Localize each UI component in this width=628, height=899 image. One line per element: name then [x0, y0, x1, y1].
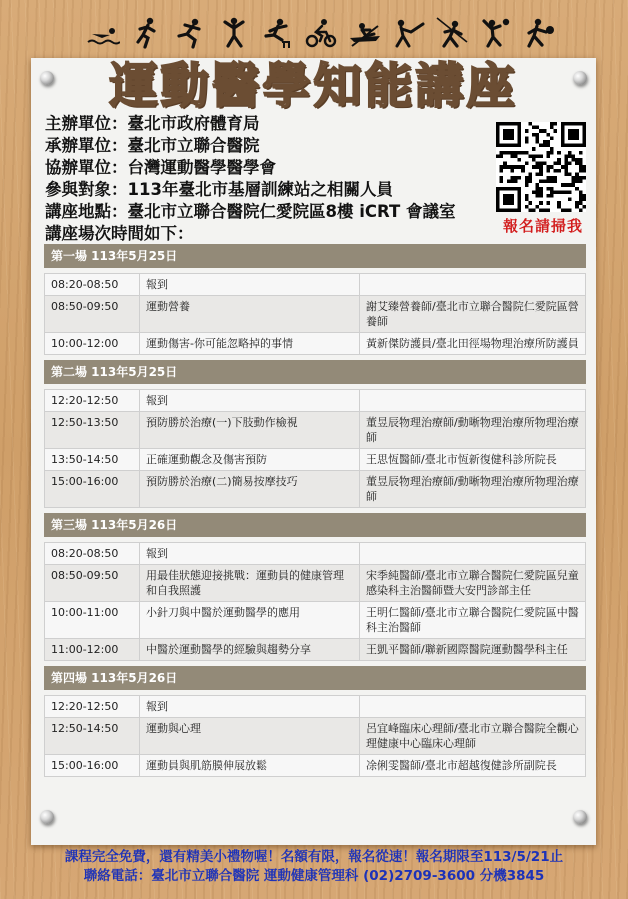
topic-cell: 運動傷害-你可能忽略掉的事情 — [140, 333, 360, 355]
table-row — [45, 333, 586, 355]
session-table — [44, 695, 586, 777]
table-tennis-icon — [522, 16, 556, 50]
table-row — [45, 543, 586, 565]
speaker-cell: 王思恆醫師/臺北市恆新復健科診所院長 — [360, 449, 586, 471]
speaker-cell: 董昱辰物理治療師/動晰物理治療所物理治療師 — [360, 412, 586, 449]
sprint-start-icon — [173, 16, 207, 50]
session-table — [44, 389, 586, 508]
table-row — [45, 412, 586, 449]
page-title: 運動醫學知能講座 — [109, 58, 518, 114]
speaker-cell: 呂宜峰臨床心理師/臺北市立聯合醫院全觀心理健康中心臨床心理師 — [360, 718, 586, 755]
time-cell: 08:20-08:50 — [45, 274, 140, 296]
sports-icons-row — [86, 12, 556, 54]
footer-notice: 課程完全免費，還有精美小禮物喔！名額有限，報名從速！報名期限至113/5/21止 — [64, 849, 564, 865]
topic-cell: 報到 — [140, 390, 360, 412]
volleyball-icon — [478, 16, 512, 50]
audience-line: 參與對象：113年臺北市基層訓練站之相關人員 — [45, 180, 393, 199]
time-cell: 12:20-12:50 — [45, 390, 140, 412]
time-cell: 15:00-16:00 — [45, 755, 140, 777]
fencing-icon — [391, 16, 425, 50]
running-icon — [130, 16, 164, 50]
topic-cell: 正確運動觀念及傷害預防 — [140, 449, 360, 471]
session-header: 第三場 113年5月26日 — [44, 513, 586, 537]
topic-cell: 用最佳狀態迎接挑戰：運動員的健康管理和自我照護 — [140, 565, 360, 602]
time-cell: 11:00-12:00 — [45, 639, 140, 661]
speaker-cell: 黃新傑防護員/臺北田徑場物理治療所防護員 — [360, 333, 586, 355]
session-header: 第四場 113年5月26日 — [44, 666, 586, 690]
co-organizer-line: 協辦單位：台灣運動醫學醫學會 — [45, 158, 276, 177]
speaker-cell — [360, 543, 586, 565]
footer-contact: 聯絡電話：臺北市立聯合醫院 運動健康管理科 (02)2709-3600 分機3845 — [83, 868, 545, 884]
table-row — [45, 390, 586, 412]
speaker-cell: 王凱平醫師/聯新國際醫院運動醫學科主任 — [360, 639, 586, 661]
session-header: 第二場 113年5月25日 — [44, 360, 586, 384]
time-cell: 08:50-09:50 — [45, 296, 140, 333]
table-row — [45, 602, 586, 639]
table-row — [45, 696, 586, 718]
time-cell: 12:50-13:50 — [45, 412, 140, 449]
topic-cell: 運動營養 — [140, 296, 360, 333]
qr-label: 報名請掃我 — [502, 217, 583, 235]
speaker-cell — [360, 390, 586, 412]
speaker-cell: 宋季純醫師/臺北市立聯合醫院仁愛院區兒童感染科主治醫師暨大安門診部主任 — [360, 565, 586, 602]
speaker-cell: 董昱辰物理治療師/動晰物理治療所物理治療師 — [360, 471, 586, 508]
executor-line: 承辦單位：臺北市立聯合醫院 — [45, 136, 260, 155]
time-cell: 12:20-12:50 — [45, 696, 140, 718]
qr-code-icon[interactable] — [495, 122, 587, 212]
swimming-icon — [86, 16, 120, 50]
schedule-intro-line: 講座場次時間如下： — [45, 224, 194, 243]
topic-cell: 預防勝於治療(一)下肢動作檢視 — [140, 412, 360, 449]
speaker-cell: 凃俐雯醫師/臺北市超越復健診所副院長 — [360, 755, 586, 777]
organizer-line: 主辦單位：臺北市政府體育局 — [45, 114, 260, 133]
table-row — [45, 718, 586, 755]
topic-cell: 小針刀與中醫於運動醫學的應用 — [140, 602, 360, 639]
venue-line: 講座地點：臺北市立聯合醫院仁愛院區8樓 iCRT 會議室 — [45, 202, 456, 221]
time-cell: 08:50-09:50 — [45, 565, 140, 602]
topic-cell: 報到 — [140, 543, 360, 565]
topic-cell: 運動員與肌筋膜伸展放鬆 — [140, 755, 360, 777]
time-cell: 12:50-14:50 — [45, 718, 140, 755]
session-header: 第一場 113年5月25日 — [44, 244, 586, 268]
topic-cell: 報到 — [140, 696, 360, 718]
cycling-icon — [304, 16, 338, 50]
table-row — [45, 449, 586, 471]
table-row — [45, 565, 586, 602]
footer — [0, 848, 628, 886]
time-cell: 10:00-12:00 — [45, 333, 140, 355]
time-cell: 10:00-11:00 — [45, 602, 140, 639]
time-cell: 15:00-16:00 — [45, 471, 140, 508]
pin-icon — [40, 810, 54, 824]
time-cell: 08:20-08:50 — [45, 543, 140, 565]
poster-paper — [31, 58, 596, 845]
topic-cell: 運動與心理 — [140, 718, 360, 755]
topic-cell: 報到 — [140, 274, 360, 296]
table-row — [45, 755, 586, 777]
session-table — [44, 273, 586, 355]
speaker-cell: 謝艾臻營養師/臺北市立聯合醫院仁愛院區營養師 — [360, 296, 586, 333]
topic-cell: 中醫於運動醫學的經驗與趨勢分享 — [140, 639, 360, 661]
speaker-cell — [360, 696, 586, 718]
javelin-icon — [435, 16, 469, 50]
hurdles-icon — [260, 16, 294, 50]
session-table — [44, 542, 586, 661]
topic-cell: 預防勝於治療(二)簡易按摩技巧 — [140, 471, 360, 508]
table-row — [45, 274, 586, 296]
speaker-cell: 王明仁醫師/臺北市立聯合醫院仁愛院區中醫科主治醫師 — [360, 602, 586, 639]
info-block — [45, 113, 505, 245]
table-row — [45, 471, 586, 508]
speaker-cell — [360, 274, 586, 296]
table-row — [45, 296, 586, 333]
pin-icon — [573, 810, 587, 824]
table-row — [45, 639, 586, 661]
rowing-icon — [348, 16, 382, 50]
schedule — [44, 244, 586, 782]
time-cell: 13:50-14:50 — [45, 449, 140, 471]
gymnastics-icon — [217, 16, 251, 50]
